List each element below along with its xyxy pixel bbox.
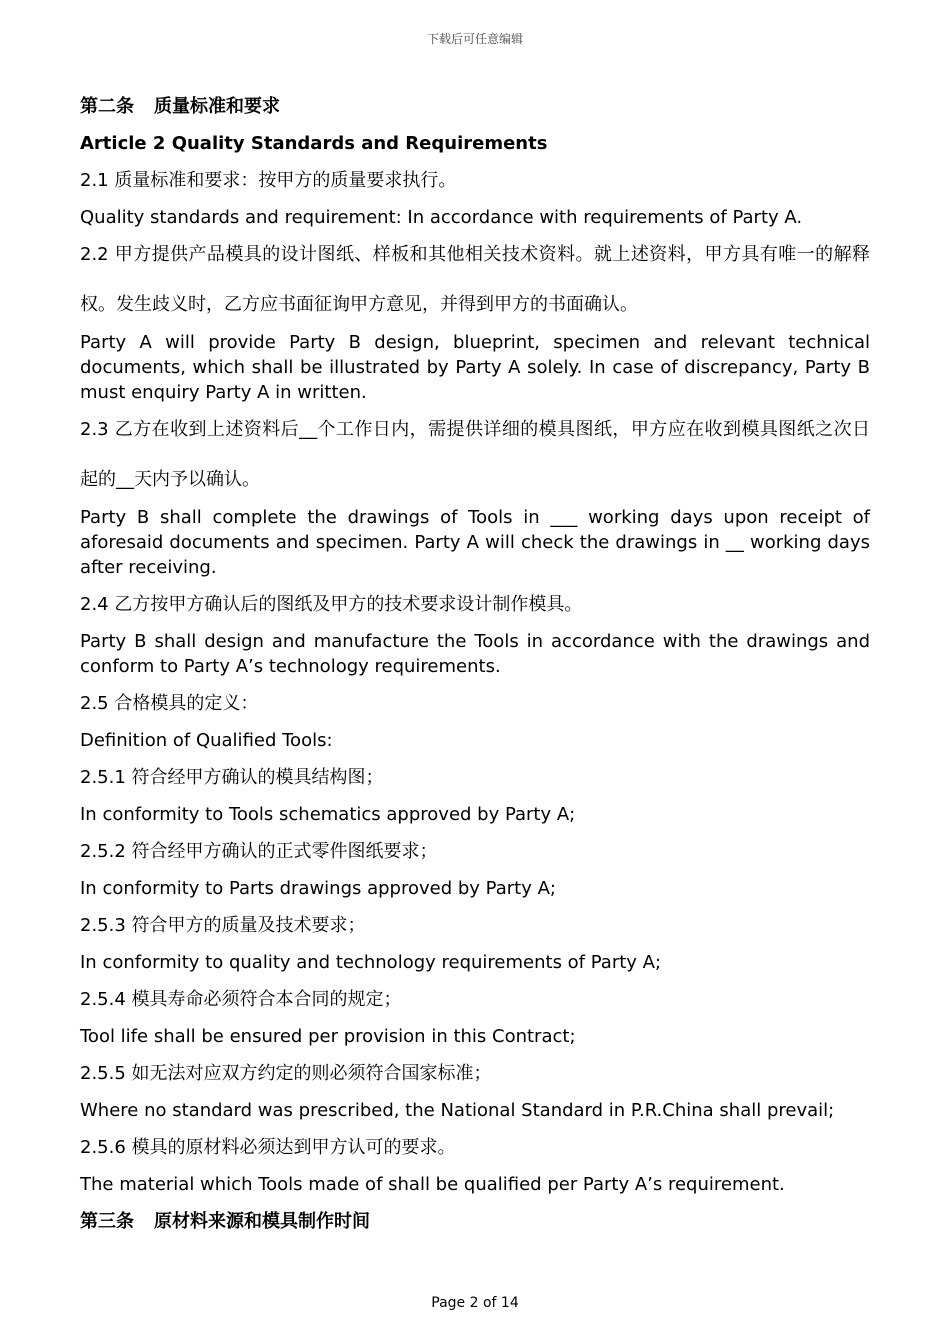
page-header: 下载后可任意编辑: [426, 32, 523, 46]
clause-2-5-5-en: Where no standard was prescribed, the National Standard in P.R.China shall prevail;: [80, 1100, 835, 1121]
clause-2-3-en: Party B shall complete the drawings of Tools in ___ working days upon receipt of aforesaid documents and specimen. Party A will check the drawings in __ working days after receiving.: [80, 507, 870, 578]
clause-2-5-4-en: Tool life shall be ensured per provision in this Contract;: [80, 1026, 576, 1047]
clause-2-5-1-cn: 2.5.1 符合经甲方确认的模具结构图；: [80, 767, 384, 788]
clause-2-5-6-cn: 2.5.6 模具的原材料必须达到甲方认可的要求。: [80, 1137, 456, 1158]
clause-2-3-cn: 2.3 乙方在收到上述资料后__个工作日内，需提供详细的模具图纸，甲方应在收到模具图纸之次日起的__天内予以确认。: [80, 419, 870, 490]
article-2-number: 第二条: [80, 96, 134, 117]
clause-2-5-3-cn: 2.5.3 符合甲方的质量及技术要求；: [80, 915, 366, 936]
clause-2-2-cn: 2.2 甲方提供产品模具的设计图纸、样板和其他相关技术资料。就上述资料，甲方具有唯一的解释权。发生歧义时，乙方应书面征询甲方意见，并得到甲方的书面确认。: [80, 244, 870, 315]
article-3-number: 第三条: [80, 1211, 134, 1232]
clause-2-5-2-cn: 2.5.2 符合经甲方确认的正式零件图纸要求；: [80, 841, 438, 862]
clause-2-1-cn: 2.1 质量标准和要求：按甲方的质量要求执行。: [80, 170, 457, 191]
clause-2-5-2-en: In conformity to Parts drawings approved by Party A;: [80, 878, 556, 899]
clause-2-5-3-en: In conformity to quality and technology requirements of Party A;: [80, 952, 662, 973]
clause-2-5-cn: 2.5 合格模具的定义：: [80, 693, 259, 714]
article-3-heading-cn: [80, 1209, 870, 1234]
clause-2-5-5-cn: 2.5.5 如无法对应双方约定的则必须符合国家标准；: [80, 1063, 492, 1084]
article-3-title-cn: 原材料来源和模具制作时间: [154, 1211, 370, 1232]
clause-2-1-en: Quality standards and requirement: In accordance with requirements of Party A.: [80, 207, 803, 228]
article-2-heading-cn: [80, 94, 870, 119]
document-body: [80, 94, 870, 1246]
article-2-title-cn: 质量标准和要求: [154, 96, 280, 117]
clause-2-5-6-en: The material which Tools made of shall be qualified per Party A’s requirement.: [80, 1174, 785, 1195]
clause-2-5-1-en: In conformity to Tools schematics approved by Party A;: [80, 804, 576, 825]
clause-2-5-en: Definition of Qualified Tools:: [80, 730, 333, 751]
page-footer: Page 2 of 14: [431, 1295, 519, 1311]
clause-2-4-cn: 2.4 乙方按甲方确认后的图纸及甲方的技术要求设计制作模具。: [80, 594, 583, 615]
article-2-heading-en: Article 2 Quality Standards and Requirements: [80, 133, 548, 154]
clause-2-4-en: Party B shall design and manufacture the Tools in accordance with the drawings and conform to Party A’s technology requirements.: [80, 631, 870, 677]
clause-2-5-4-cn: 2.5.4 模具寿命必须符合本合同的规定；: [80, 989, 402, 1010]
clause-2-2-en: Party A will provide Party B design, blueprint, specimen and relevant technical documents, which shall be illustrated by Party A solely. In case of discrepancy, Party B must enquiry Party A in written.: [80, 332, 870, 403]
